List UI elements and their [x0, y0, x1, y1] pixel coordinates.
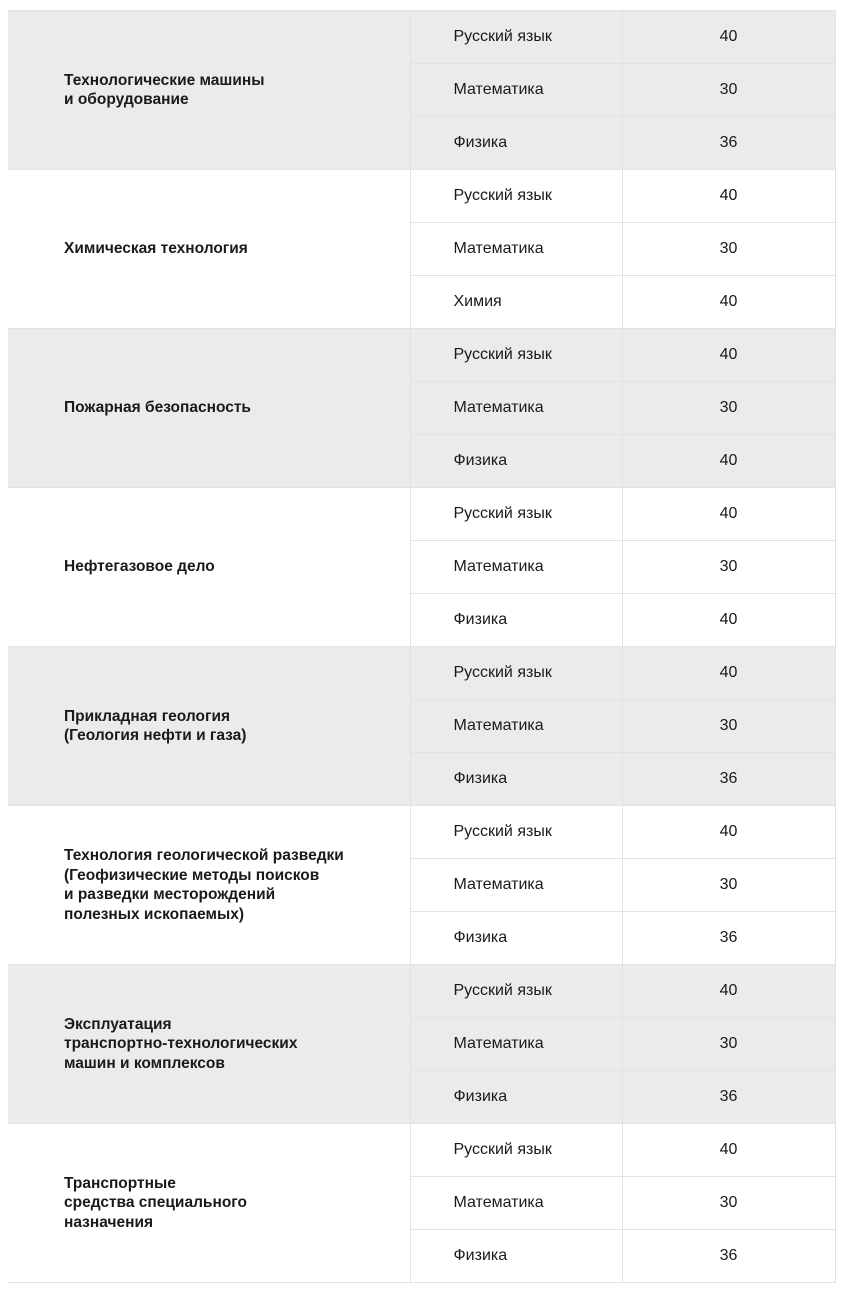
table-row: [8, 806, 835, 859]
subject-name: Русский язык: [410, 965, 622, 1018]
subject-name: Русский язык: [410, 1124, 622, 1177]
admission-scores-table: [8, 10, 836, 1283]
subject-name: Физика: [410, 594, 622, 647]
minimum-score: 40: [622, 11, 835, 64]
minimum-score: 36: [622, 1071, 835, 1124]
minimum-score: 30: [622, 223, 835, 276]
minimum-score: 40: [622, 965, 835, 1018]
subject-name: Русский язык: [410, 806, 622, 859]
subject-name: Русский язык: [410, 170, 622, 223]
program-name: Нефтегазовое дело: [8, 488, 410, 647]
table-row: [8, 1124, 835, 1177]
program-name: Эксплуатация транспортно-технологических машин и комплексов: [8, 965, 410, 1124]
table-row: [8, 647, 835, 700]
table-row: [8, 170, 835, 223]
subject-name: Физика: [410, 1071, 622, 1124]
program-name: Пожарная безопасность: [8, 329, 410, 488]
subject-name: Физика: [410, 912, 622, 965]
subject-name: Математика: [410, 541, 622, 594]
subject-name: Математика: [410, 382, 622, 435]
table-row: [8, 11, 835, 64]
table-row: [8, 329, 835, 382]
minimum-score: 36: [622, 117, 835, 170]
subject-name: Математика: [410, 223, 622, 276]
minimum-score: 40: [622, 435, 835, 488]
subject-name: Русский язык: [410, 11, 622, 64]
subject-name: Русский язык: [410, 488, 622, 541]
minimum-score: 40: [622, 647, 835, 700]
subject-name: Русский язык: [410, 329, 622, 382]
program-name: Транспортные средства специального назначения: [8, 1124, 410, 1283]
minimum-score: 30: [622, 382, 835, 435]
subject-name: Химия: [410, 276, 622, 329]
minimum-score: 40: [622, 806, 835, 859]
minimum-score: 36: [622, 912, 835, 965]
program-name: Технология геологической разведки (Геофизические методы поисков и разведки месторождений полезных ископаемых): [8, 806, 410, 965]
minimum-score: 30: [622, 64, 835, 117]
subject-name: Математика: [410, 64, 622, 117]
subject-name: Физика: [410, 753, 622, 806]
minimum-score: 30: [622, 1177, 835, 1230]
program-name: Технологические машины и оборудование: [8, 11, 410, 170]
minimum-score: 40: [622, 170, 835, 223]
minimum-score: 40: [622, 329, 835, 382]
table-body: [8, 11, 835, 1283]
admission-scores-table-wrapper: [8, 10, 835, 1283]
subject-name: Математика: [410, 1018, 622, 1071]
subject-name: Русский язык: [410, 647, 622, 700]
minimum-score: 36: [622, 753, 835, 806]
minimum-score: 40: [622, 276, 835, 329]
program-name: Прикладная геология (Геология нефти и газа): [8, 647, 410, 806]
subject-name: Физика: [410, 435, 622, 488]
subject-name: Математика: [410, 859, 622, 912]
program-name: Химическая технология: [8, 170, 410, 329]
minimum-score: 30: [622, 859, 835, 912]
subject-name: Математика: [410, 700, 622, 753]
minimum-score: 36: [622, 1230, 835, 1283]
subject-name: Математика: [410, 1177, 622, 1230]
subject-name: Физика: [410, 1230, 622, 1283]
minimum-score: 30: [622, 1018, 835, 1071]
minimum-score: 40: [622, 488, 835, 541]
subject-name: Физика: [410, 117, 622, 170]
minimum-score: 40: [622, 594, 835, 647]
minimum-score: 40: [622, 1124, 835, 1177]
table-row: [8, 965, 835, 1018]
minimum-score: 30: [622, 541, 835, 594]
minimum-score: 30: [622, 700, 835, 753]
table-row: [8, 488, 835, 541]
